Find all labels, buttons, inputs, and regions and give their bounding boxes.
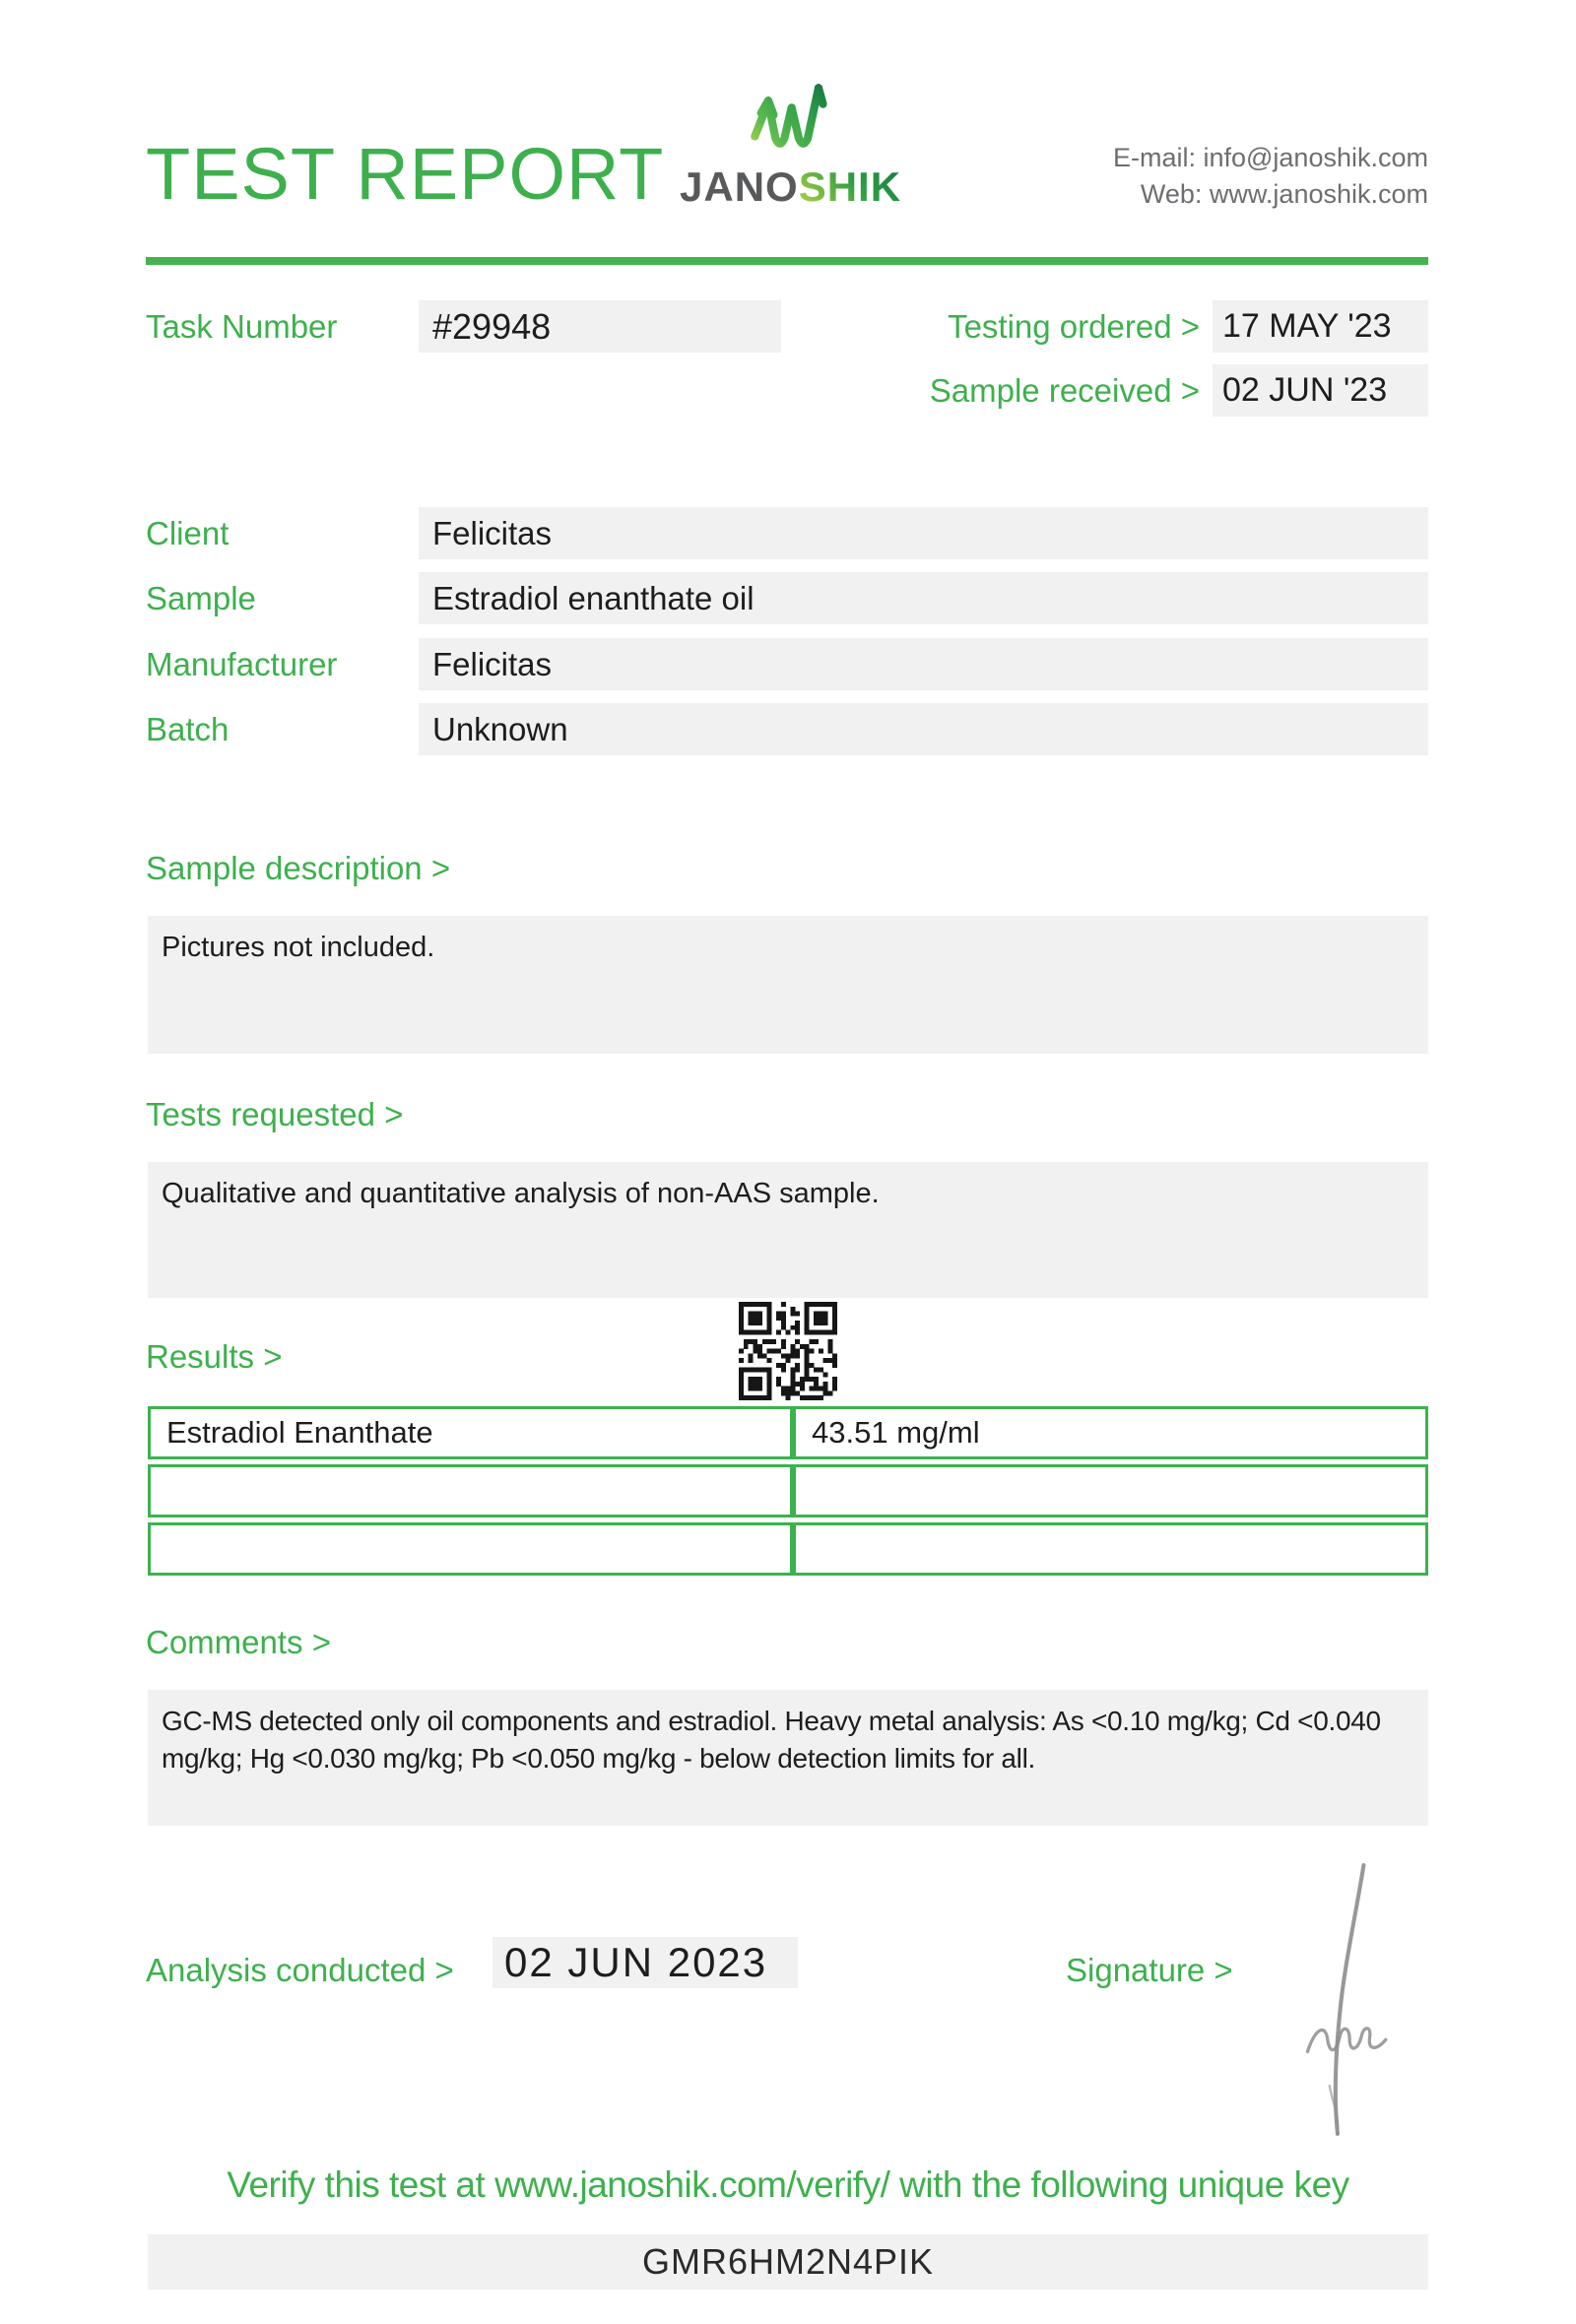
signature-label: Signature > <box>1066 1952 1233 1988</box>
sample-received-row <box>930 364 1428 417</box>
sample-label: Sample <box>146 579 256 616</box>
contact-email: E-mail: info@janoshik.com <box>1112 143 1428 172</box>
results-heading: Results > <box>146 1338 283 1375</box>
table-row <box>148 1464 1428 1517</box>
contact-web: Web: www.janoshik.com <box>1140 179 1428 209</box>
page-title: TEST REPORT <box>146 133 665 215</box>
field-row-batch <box>146 703 1428 755</box>
tests-requested-heading: Tests requested > <box>146 1096 404 1132</box>
field-row-manufacturer <box>146 638 1428 690</box>
chart-arrow-icon <box>743 81 833 161</box>
comments-text: GC-MS detected only oil components and estradiol. Heavy metal analysis: As <0.10 mg/kg; Cd <0.040 mg/kg; Hg <0.030 mg/kg; Pb <0.050 mg/kg - below detection limits for all. <box>162 1706 1381 1774</box>
sample-description-box <box>148 916 1428 1054</box>
testing-ordered-row <box>948 300 1428 353</box>
client-value: Felicitas <box>419 507 1428 559</box>
result-analyte <box>148 1522 793 1576</box>
table-row <box>148 1406 1428 1459</box>
result-value: 43.51 mg/ml <box>793 1406 1428 1459</box>
result-analyte: Estradiol Enanthate <box>148 1406 793 1459</box>
results-table <box>148 1406 1428 1581</box>
logo-word-shik: SHIK <box>798 163 902 210</box>
logo-word-jano: JANO <box>680 163 799 210</box>
field-row-client <box>146 507 1428 559</box>
contact-info <box>1113 140 1428 213</box>
batch-label: Batch <box>146 710 230 747</box>
comments-box <box>148 1690 1428 1826</box>
result-value <box>793 1522 1428 1576</box>
verify-instruction: Verify this test at www.janoshik.com/verify/ with the following unique key <box>227 2164 1349 2205</box>
tests-requested-text: Qualitative and quantitative analysis of non-AAS sample. <box>162 1178 880 1209</box>
table-row <box>148 1522 1428 1576</box>
qr-code <box>739 1302 837 1400</box>
logo-wordmark <box>680 163 901 211</box>
testing-ordered-label: Testing ordered > <box>948 307 1200 345</box>
sample-value: Estradiol enanthate oil <box>419 572 1428 624</box>
sample-description-heading: Sample description > <box>146 850 451 886</box>
task-number-value: #29948 <box>419 300 781 353</box>
client-label: Client <box>146 514 230 551</box>
sample-received-label: Sample received > <box>929 371 1200 409</box>
manufacturer-label: Manufacturer <box>146 645 338 682</box>
result-value <box>793 1464 1428 1517</box>
unique-key: GMR6HM2N4PIK <box>148 2234 1428 2290</box>
sample-description-text: Pictures not included. <box>162 932 435 963</box>
tests-requested-box <box>148 1162 1428 1298</box>
analysis-conducted-date: 02 JUN 2023 <box>492 1937 798 1988</box>
batch-value: Unknown <box>419 703 1428 755</box>
comments-heading: Comments > <box>146 1624 331 1660</box>
header-divider <box>146 257 1428 265</box>
task-number-row <box>146 300 781 353</box>
signature-mark <box>1276 1859 1404 2140</box>
sample-received-date: 02 JUN '23 <box>1213 364 1428 417</box>
task-number-label: Task Number <box>146 307 338 345</box>
testing-ordered-date: 17 MAY '23 <box>1213 300 1428 353</box>
result-analyte <box>148 1464 793 1517</box>
analysis-conducted-label: Analysis conducted > <box>146 1952 454 1988</box>
manufacturer-value: Felicitas <box>419 638 1428 690</box>
field-row-sample <box>146 572 1428 624</box>
